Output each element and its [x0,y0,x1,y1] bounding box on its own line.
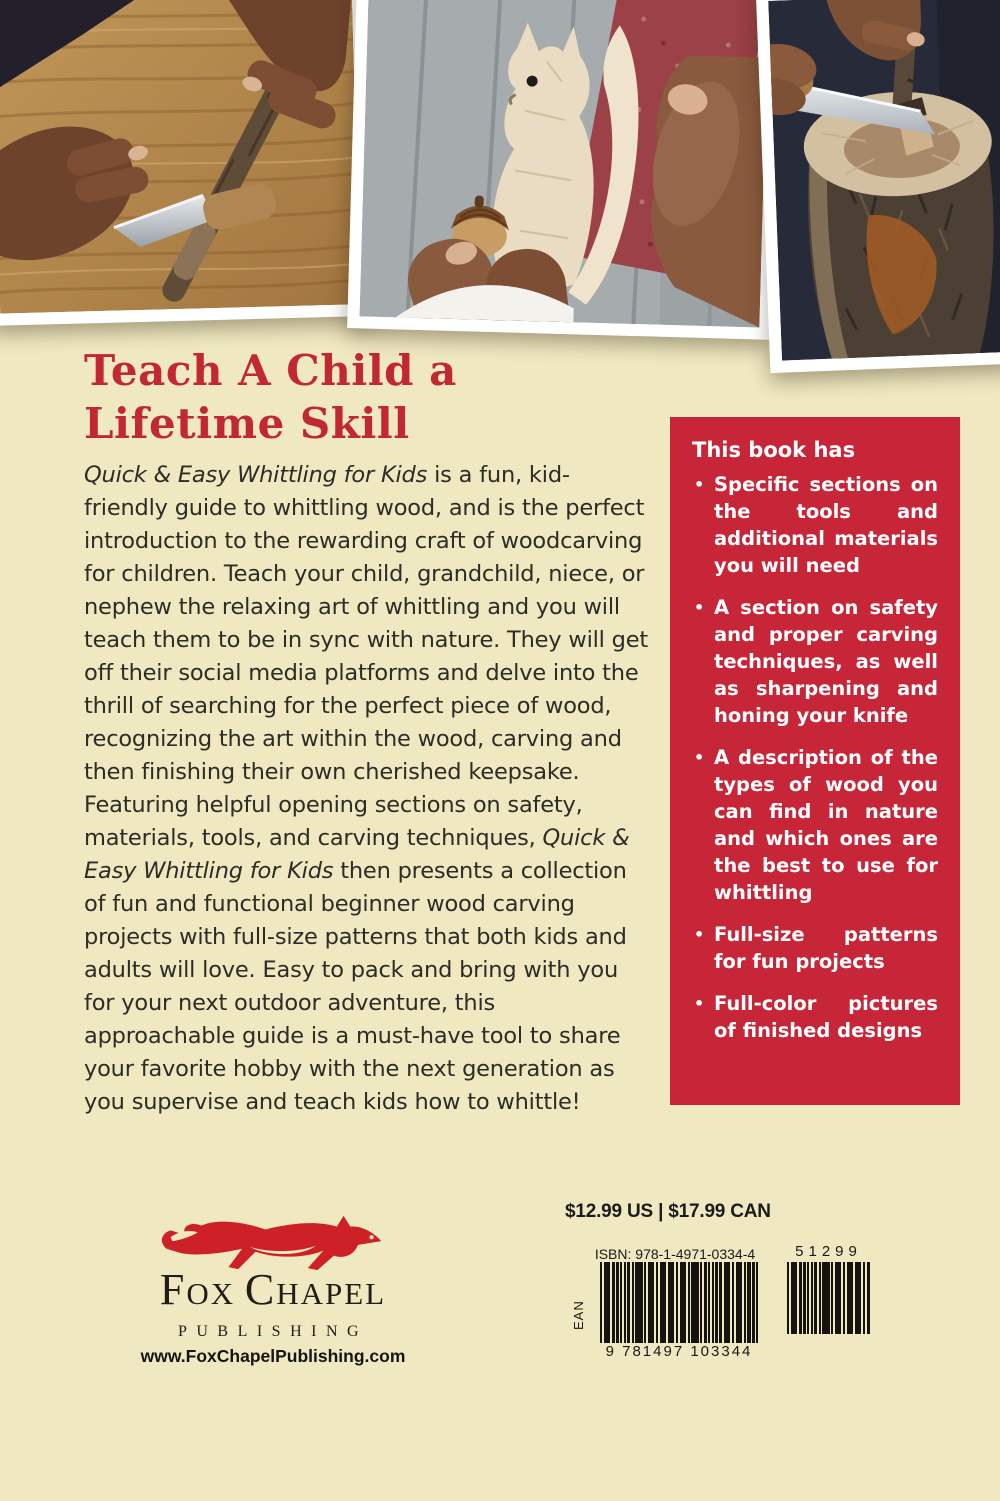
isbn-text: ISBN: 978-1-4971-0334-4 [594,1246,756,1262]
infobox-item-text: Specific sections on the tools and additional materials you will need [714,473,938,577]
logo-wordmark [118,1265,428,1320]
infobox-list-item [692,471,938,579]
addon-digits: 51299 [795,1243,862,1260]
infobox-list-item [692,744,938,906]
knife-log-illustration [768,0,1000,361]
infobox-list-item [692,594,938,729]
book-title-italic: Quick & Easy Whittling for Kids [84,462,428,488]
infobox-item-text: Full-color pictures of finished designs [714,992,938,1042]
photo-carved-squirrel-sanding [347,0,781,340]
infobox-item-text: A section on safety and proper carving techniques, as well as sharpening and honing your knife [714,596,938,727]
whittling-stick-illustration [0,0,360,314]
logo-letter: C [244,1265,277,1314]
logo-url: www.FoxChapelPublishing.com [140,1346,406,1366]
infobox-list [692,471,938,1044]
photo-knife-log [756,0,1000,373]
logo-letters: HAPEL [276,1276,387,1311]
fox-logo-icon [155,1214,391,1272]
price-text: $12.99 US | $17.99 CAN [565,1201,771,1222]
infobox [670,417,960,1105]
ean-label: EAN [571,1300,586,1330]
infobox-list-item [692,921,938,975]
infobox-item-text: Full-size patterns for fun projects [714,923,938,973]
photo-whittling-stick [0,0,372,326]
book-title-italic-2: Quick & Easy Whittling for Kids [84,825,630,884]
title-line-2: Lifetime Skill [84,399,410,448]
infobox-item-text: A description of the types of wood you can find in nature and which ones are the best to use for whittling [714,746,938,904]
infobox-title: This book has [692,438,856,462]
body-text-1: is a fun, kid-friendly guide to whittling wood, and is the perfect introduction to the rewarding craft of woodcarving for children. Teach your child, grandchild, niece, or nephew the relaxing art of whittling and you will teach them to be in sync with nature. They will get off their social media platforms and delve into the thrill of searching for the perfect piece of wood, recognizing the art within the wood, carving and then finishing their own cherished keepsake. Featuring helpful opening sections on safety, materials, tools, and carving techniques, [84,462,649,851]
infobox-list-item [692,990,938,1044]
barcode-addon [787,1262,870,1334]
body-text-2: then presents a collection of fun and functional beginner wood carving projects with full-size patterns that both kids and adults will love. Easy to pack and bring with you for your next outdoor adventure, this approachable guide is a must-have tool to share your favorite hobby with the next generation as you supervise and teach kids how to whittle! [84,858,627,1115]
squirrel-sanding-illustration [359,0,768,328]
logo-letter: F [159,1265,187,1314]
barcode-main [600,1262,758,1343]
publisher-logo [118,1214,428,1367]
page-title [84,344,457,450]
logo-letters: OX [186,1276,245,1311]
barcode-digits: 9 781497 103344 [605,1343,753,1360]
logo-publishing: PUBLISHING [177,1323,369,1340]
title-line-1: Teach A Child a [84,346,457,395]
body-paragraph [84,459,651,1119]
